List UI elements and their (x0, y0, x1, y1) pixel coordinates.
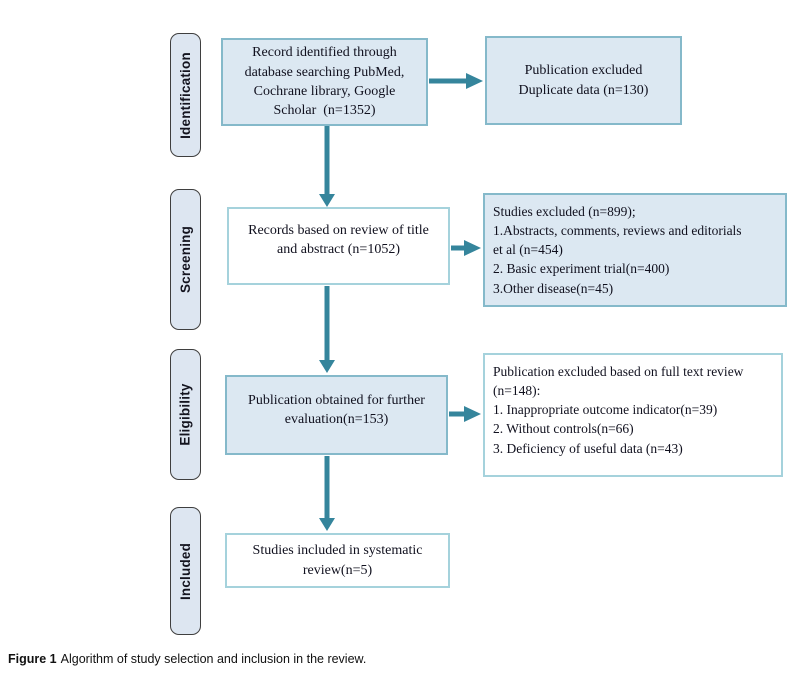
text-line: 3.Other disease(n=45) (493, 280, 614, 296)
box-identification-excluded (485, 36, 682, 125)
box-eligibility-main (225, 375, 448, 455)
arrow-screening-to-excluded (451, 240, 481, 256)
text-line: review(n=5) (302, 562, 373, 578)
text-line: 2. Basic experiment trial(n=400) (493, 261, 670, 277)
text-line: Scholar (n=1352) (273, 103, 376, 119)
text-line: 2. Without controls(n=66) (493, 421, 634, 437)
text-line: Publication obtained for further (248, 393, 425, 408)
text-line: 1. Inappropriate outcome indicator(n=39) (493, 402, 718, 418)
text-line: Duplicate data (n=130) (518, 82, 649, 98)
figure-caption-label: Figure 1 (8, 652, 57, 666)
stage-label-eligibility-text: Eligibility (178, 383, 193, 446)
arrow-identification-to-screening (319, 126, 335, 207)
arrow-identification-to-excluded (429, 73, 483, 89)
box-identification-main (221, 38, 428, 126)
stage-label-identification (170, 33, 201, 157)
text-line: Studies included in systematic (252, 543, 423, 559)
stage-label-screening (170, 189, 201, 330)
figure-caption (8, 652, 366, 666)
stage-label-eligibility (170, 349, 201, 480)
box-screening-main (227, 207, 450, 285)
text-line: (n=148): (493, 383, 541, 399)
figure-caption-text: Algorithm of study selection and inclusion in the review. (60, 652, 367, 666)
text-line: Records based on review of title (248, 223, 429, 238)
stage-label-included-text: Included (178, 542, 194, 600)
text-line: Publication excluded (524, 63, 643, 79)
text-line: database searching PubMed, (244, 64, 405, 80)
box-eligibility-excluded (483, 353, 783, 477)
arrow-eligibility-to-excluded (449, 406, 481, 422)
text-line: 3. Deficiency of useful data (n=43) (493, 440, 683, 456)
text-line: et al (n=454) (493, 242, 563, 258)
stage-label-included (170, 507, 201, 635)
arrow-screening-to-eligibility (319, 286, 335, 373)
text-line: Record identified through (252, 45, 397, 61)
text-line: and abstract (n=1052) (277, 242, 400, 258)
stage-label-identification-text: Identification (178, 51, 193, 139)
box-screening-excluded (483, 193, 787, 307)
text-line: 1.Abstracts, comments, reviews and editorials (493, 223, 742, 239)
box-included-main (225, 533, 450, 588)
text-line: Studies excluded (n=899); (493, 204, 636, 219)
text-line: evaluation(n=153) (284, 412, 389, 428)
arrow-eligibility-to-included (319, 456, 335, 531)
stage-label-screening-text: Screening (178, 225, 194, 294)
text-line: Cochrane library, Google (253, 84, 396, 99)
text-line: Publication excluded based on full text review (493, 364, 744, 379)
